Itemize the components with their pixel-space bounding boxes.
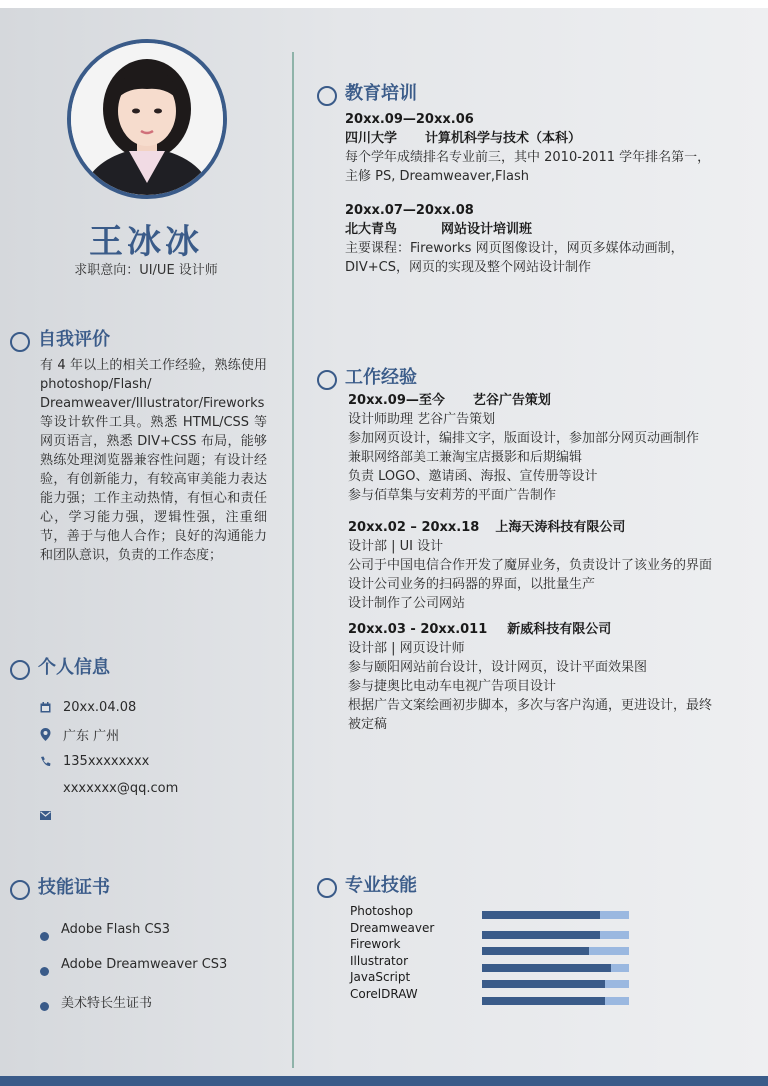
self-eval-text: 有 4 年以上的相关工作经验，熟练使用 photoshop/Flash/ Dreamweaver/Illustrator/Fireworks 等设计软件工具。熟悉 HTML/CSS 等网页语言，熟悉 DIV+CSS 布局，能够熟练处理浏览器兼容性问题；有设计经验，有创新能力，有较高审美能力表达能力强；工作主动热情，有恒心和责任心，学习能力强，逻辑性强，注重细节，善于与他人合作；良好的沟通能力和团队意识，负责的工作态度； [40,358,267,563]
work-entry-2 [348,518,743,613]
work-line: 参与颐阳网站前台设计，设计网页，设计平面效果图 [348,660,648,675]
skill-bar [482,997,629,1005]
cert-name: Adobe Flash CS3 [61,922,171,937]
skills-list [350,904,650,1003]
calendar-icon [38,701,52,715]
skill-name: Illustrator [350,953,409,968]
cert-name: 美术特长生证书 [61,996,153,1011]
work-date: 20xx.03 - 20xx.011 [348,622,488,637]
skill-name: CorelDRAW [350,986,418,1001]
section-title: 教育培训 [345,83,417,104]
bullet-dot-icon [40,1002,49,1011]
skill-name: Dreamweaver [350,920,435,935]
work-date: 20xx.09—至今 [348,393,445,408]
skill-item [350,904,650,921]
work-company: 新威科技有限公司 [507,622,612,637]
work-entry-3 [348,620,743,734]
info-mail-icon-row [38,802,278,829]
edu-date: 20xx.09—20xx.06 [345,112,474,127]
section-work [317,362,417,390]
skill-name: Firework [350,937,401,951]
section-title: 个人信息 [38,657,110,678]
section-title: 技能证书 [38,877,110,898]
section-title: 工作经验 [345,367,417,388]
skill-fill [482,997,605,1005]
edu-line: 主修 PS, Dreamweaver,Flash [345,169,530,184]
section-title: 自我评价 [38,329,110,350]
skill-bar [482,911,629,919]
edu-school: 北大青鸟 [345,222,398,237]
mail-icon [38,809,52,823]
cert-list [38,918,278,1023]
list-item [38,953,278,988]
section-skills [317,870,417,898]
work-line: 参与佰草集与安莉芳的平面广告制作 [348,488,557,503]
location-pin-icon [38,728,52,742]
work-line: 参与捷奥比电动车电视广告项目设计 [348,679,557,694]
skill-item [350,987,650,1004]
cert-name: Adobe Dreamweaver CS3 [61,957,228,972]
skill-item [350,970,650,987]
work-date: 20xx.02 – 20xx.18 [348,520,480,535]
info-email [38,775,278,802]
work-line: 设计部 | 网页设计师 [348,641,465,656]
section-title: 专业技能 [345,875,417,896]
edu-date: 20xx.07—20xx.08 [345,203,474,218]
edu-school: 四川大学 [345,131,398,146]
job-target: 求职意向：UI/UE 设计师 [74,263,218,278]
avatar-portrait-icon [71,43,223,195]
work-line: 设计部 | UI 设计 [348,539,444,554]
circle-icon [317,878,337,898]
section-self-eval [10,324,110,352]
work-line: 负责 LOGO、邀请函、海报、宣传册等设计 [348,469,598,484]
list-item [38,918,278,953]
work-line: 兼职网络部美工兼淘宝店摄影和后期编辑 [348,450,583,465]
edu-line: 主要课程：Fireworks 网页图像设计，网页多媒体动画制， [345,241,684,256]
edu-major: 网站设计培训班 [441,222,533,237]
work-line: 设计师助理 艺谷广告策划 [348,412,496,427]
info-location [38,721,278,748]
work-line: 被定稿 [348,717,388,732]
avatar [67,39,227,199]
birth-date: 20xx.04.08 [63,700,137,715]
education-entry-2 [345,201,740,277]
info-birth [38,694,278,721]
phone[interactable]: 135xxxxxxxx [63,754,150,769]
skill-item [350,937,650,954]
candidate-name: 王冰冰 [89,222,203,262]
skill-fill [482,911,600,919]
skill-name: Photoshop [350,904,414,918]
work-line: 公司于中国电信合作开发了魔屏业务，负责设计了该业务的界面 [348,558,713,573]
circle-icon [10,660,30,680]
location: 广东 广州 [63,729,120,744]
circle-icon [317,370,337,390]
email[interactable]: xxxxxxx@qq.com [63,781,179,796]
circle-icon [317,86,337,106]
section-education [317,78,417,106]
bullet-dot-icon [40,932,49,941]
work-entry-1 [348,391,743,505]
work-company: 上海天涛科技有限公司 [495,520,626,535]
edu-major: 计算机科学与技术（本科） [425,131,582,146]
section-personal [10,652,110,680]
phone-icon [38,755,52,769]
work-line: 参加网页设计，编排文字，版面设计，参加部分网页动画制作 [348,431,700,446]
section-certs [10,872,110,900]
edu-line: 每个学年成绩排名专业前三，其中 2010-2011 学年排名第一， [345,150,711,165]
work-line: 设计制作了公司网站 [348,596,466,611]
work-company: 艺谷广告策划 [472,393,551,408]
circle-icon [10,880,30,900]
education-entry-1 [345,110,740,186]
skill-item [350,954,650,971]
footer-bar [0,1076,768,1086]
skill-name: JavaScript [350,970,411,984]
personal-info-list [38,694,278,829]
circle-icon [10,332,30,352]
work-line: 根据广告文案绘画初步脚本，多次与客户沟通，更进设计，最终 [348,698,713,713]
bullet-dot-icon [40,967,49,976]
resume-page [0,8,768,1086]
skill-item [350,921,650,938]
list-item [38,988,278,1023]
work-line: 设计公司业务的扫码器的界面，以批量生产 [348,577,596,592]
column-divider [292,52,294,1068]
info-phone [38,748,278,775]
edu-line: DIV+CS，网页的实现及整个网站设计制作 [345,260,591,275]
